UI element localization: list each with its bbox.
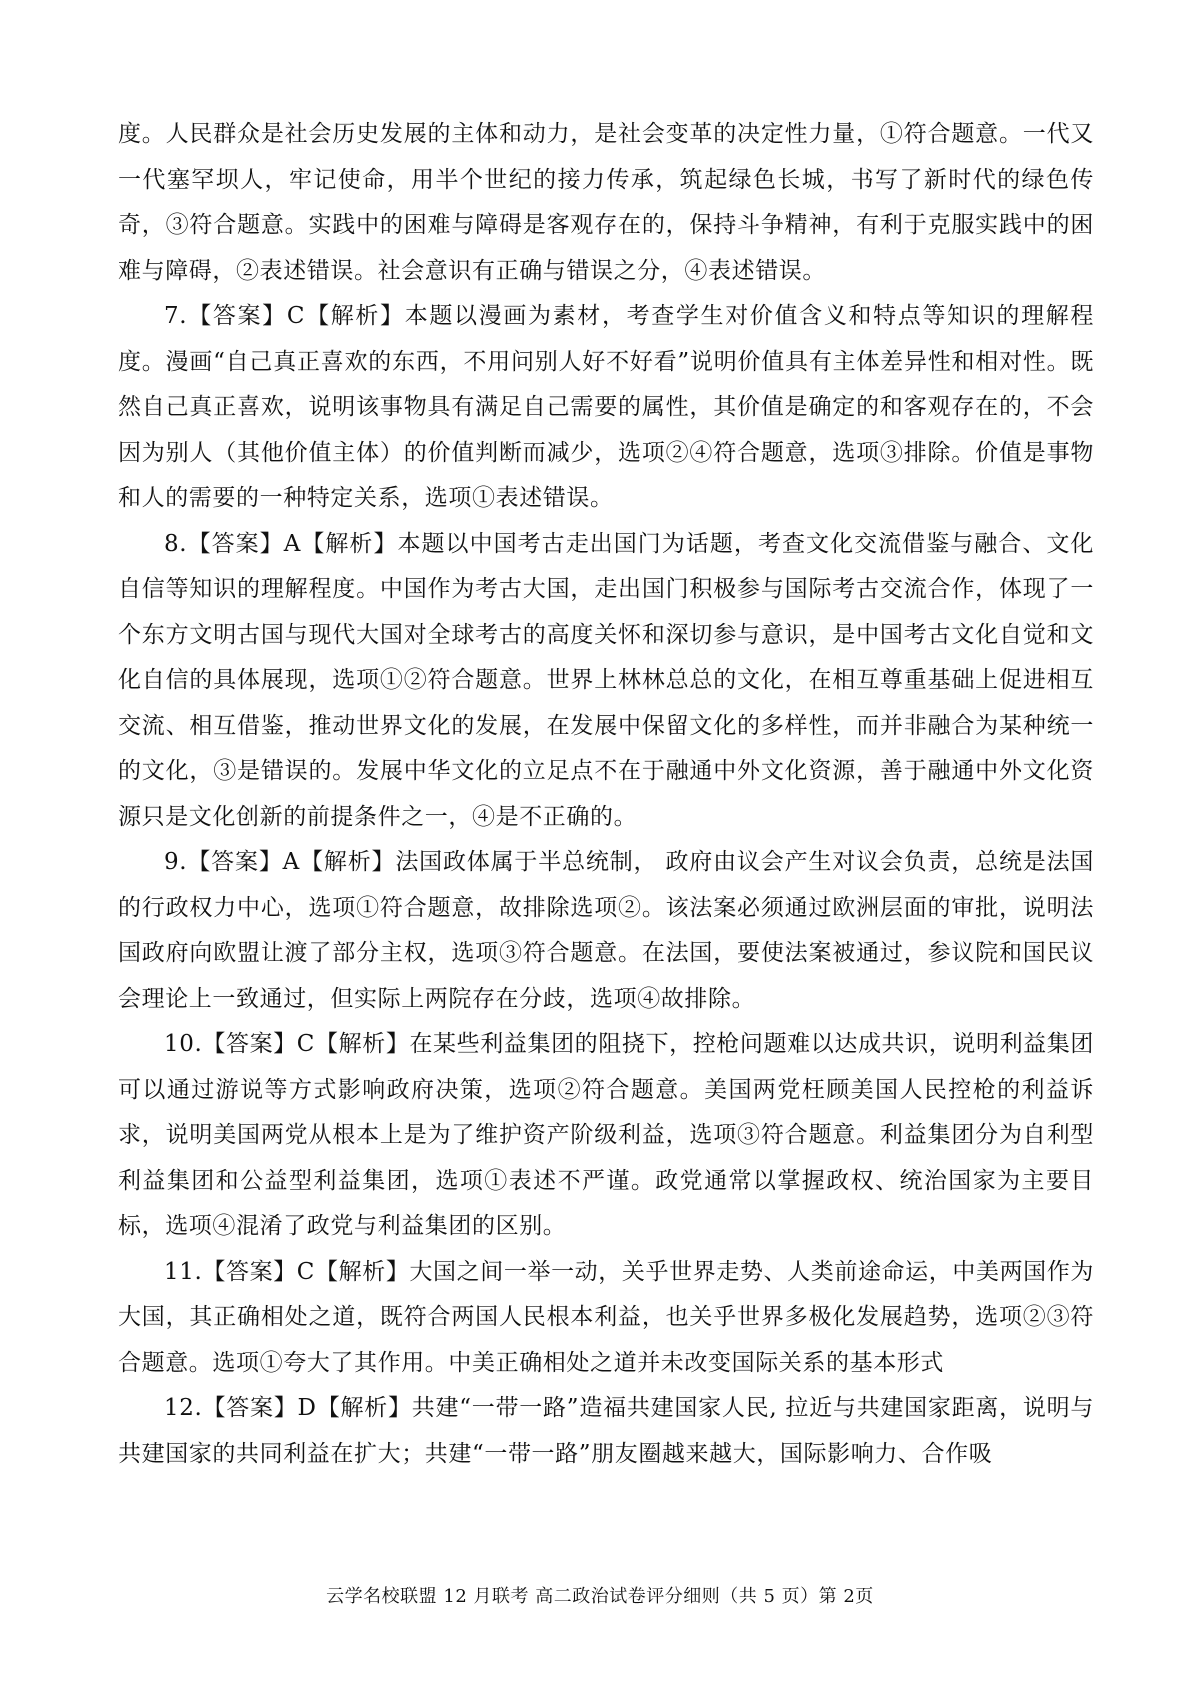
paragraph-answer-8: 8.【答案】A【解析】本题以中国考古走出国门为话题，考查文化交流借鉴与融合、文化自信等知识的理解程度。中国作为考古大国，走出国门积极参与国际考古交流合作，体现了一个东方文明古国与现代大国对全球考古的高度关怀和深切参与意识，是中国考古文化自觉和文化自信的具体展现，选项①②符合题意。世界上林林总总的文化，在相互尊重基础上促进相互交流、相互借鉴，推动世界文化的发展，在发展中保留文化的多样性，而并非融合为某种统一的文化，③是错误的。发展中华文化的立足点不在于融通中外文化资源，善于融通中外文化资源只是文化创新的前提条件之一，④是不正确的。 bbox=[118, 530, 1094, 830]
paragraph-answer-11: 11.【答案】C【解析】大国之间一举一动，关乎世界走势、人类前途命运，中美两国作为大国，其正确相处之道，既符合两国人民根本利益，也关乎世界多极化发展趋势，选项②③符合题意。选项①夸大了其作用。中美正确相处之道并未改变国际关系的基本形式 bbox=[118, 1258, 1094, 1376]
page-footer: 云学名校联盟 12 月联考 高二政治试卷评分细则（共 5 页）第 2页 bbox=[326, 1586, 874, 1607]
document-body bbox=[118, 112, 1094, 1477]
paragraph-answer-12: 12.【答案】D【解析】共建“一带一路”造福共建国家人民, 拉近与共建国家距离，说明与共建国家的共同利益在扩大；共建“一带一路”朋友圈越来越大，国际影响力、合作吸 bbox=[118, 1395, 1094, 1467]
paragraph-answer-10: 10.【答案】C【解析】在某些利益集团的阻挠下，控枪问题难以达成共识，说明利益集团可以通过游说等方式影响政府决策，选项②符合题意。美国两党枉顾美国人民控枪的利益诉求，说明美国两党从根本上是为了维护资产阶级利益，选项③符合题意。利益集团分为自利型利益集团和公益型利益集团，选项①表述不严谨。政党通常以掌握政权、统治国家为主要目标，选项④混淆了政党与利益集团的区别。 bbox=[118, 1031, 1094, 1239]
paragraph-6-continued: 度。人民群众是社会历史发展的主体和动力，是社会变革的决定性力量，①符合题意。一代又一代塞罕坝人，牢记使命，用半个世纪的接力传承，筑起绿色长城，书写了新时代的绿色传奇，③符合题意。实践中的困难与障碍是客观存在的，保持斗争精神，有利于克服实践中的困难与障碍，②表述错误。社会意识有正确与错误之分，④表述错误。 bbox=[118, 121, 1094, 284]
paragraph-answer-9: 9.【答案】A【解析】法国政体属于半总统制， 政府由议会产生对议会负责，总统是法国的行政权力中心，选项①符合题意，故排除选项②。该法案必须通过欧洲层面的审批，说明法国政府向欧盟让渡了部分主权，选项③符合题意。在法国，要使法案被通过，参议院和国民议会理论上一致通过，但实际上两院存在分歧，选项④故排除。 bbox=[118, 849, 1094, 1012]
paragraph-answer-7: 7.【答案】C【解析】本题以漫画为素材，考查学生对价值含义和特点等知识的理解程度。漫画“自己真正喜欢的东西，不用问别人好不好看”说明价值具有主体差异性和相对性。既然自己真正喜欢，说明该事物具有满足自己需要的属性，其价值是确定的和客观存在的，不会因为别人（其他价值主体）的价值判断而减少，选项②④符合题意，选项③排除。价值是事物和人的需要的一种特定关系，选项①表述错误。 bbox=[118, 303, 1094, 511]
